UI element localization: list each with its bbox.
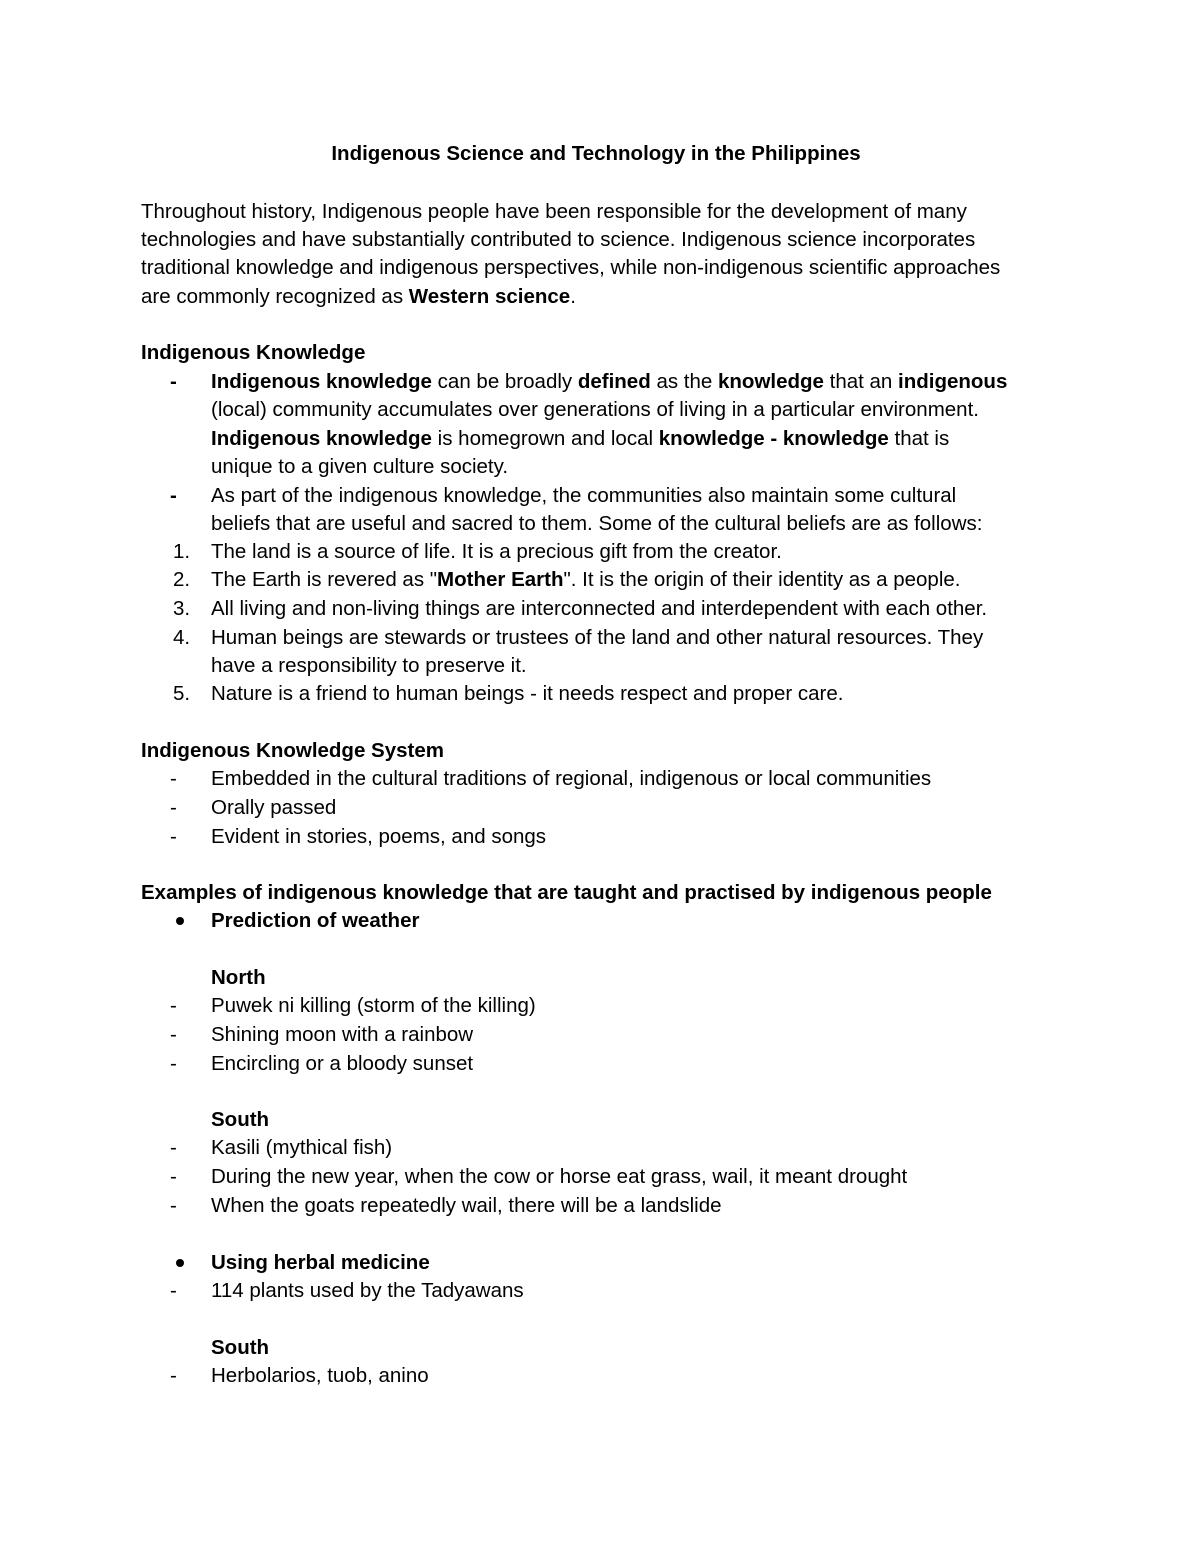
south-item: During the new year, when the cow or horse eat grass, wail, it meant drought — [211, 1165, 908, 1188]
ik-paragraph-2-line-2: beliefs that are useful and sacred to them. Some of the cultural beliefs are as follows: — [211, 512, 983, 535]
belief-item-3: All living and non-living things are interconnected and interdependent with each other. — [211, 597, 988, 620]
north-item: Encircling or a bloody sunset — [211, 1052, 474, 1075]
dash-marker: - — [170, 994, 177, 1017]
list-number: 1. — [173, 540, 191, 563]
north-label: North — [211, 966, 266, 989]
belief-item-4-line-2: have a responsibility to preserve it. — [211, 654, 527, 677]
belief-item-4-line-1: Human beings are stewards or trustees of the land and other natural resources. They — [211, 626, 984, 649]
list-number: 4. — [173, 626, 191, 649]
bullet-marker: - — [170, 484, 177, 507]
section-heading-indigenous-knowledge: Indigenous Knowledge — [141, 341, 366, 364]
north-item: Shining moon with a rainbow — [211, 1023, 474, 1046]
belief-item-2: The Earth is revered as "Mother Earth". It is the origin of their identity as a people. — [211, 568, 961, 591]
north-item: Puwek ni killing (storm of the killing) — [211, 994, 536, 1017]
belief-item-5: Nature is a friend to human beings - it needs respect and proper care. — [211, 682, 844, 705]
ik-paragraph-1-line-3: Indigenous knowledge is homegrown and local knowledge - knowledge that is — [211, 427, 950, 450]
dash-marker: - — [170, 1279, 177, 1302]
ik-paragraph-1-line-4: unique to a given culture society. — [211, 455, 509, 478]
list-number: 5. — [173, 682, 191, 705]
dash-marker: - — [170, 1136, 177, 1159]
dash-marker: - — [170, 796, 177, 819]
dash-marker: - — [170, 825, 177, 848]
dash-marker: - — [170, 1194, 177, 1217]
intro-line-3: traditional knowledge and indigenous perspectives, while non-indigenous scientific approaches — [141, 256, 1001, 279]
herbal-medicine-label: Using herbal medicine — [211, 1251, 430, 1274]
weather-prediction-label: Prediction of weather — [211, 909, 420, 932]
iks-item: Orally passed — [211, 796, 337, 819]
herbal-item: 114 plants used by the Tadyawans — [211, 1279, 524, 1302]
dash-marker: - — [170, 1052, 177, 1075]
south-label: South — [211, 1108, 270, 1131]
western-science-term: Western science — [408, 285, 571, 308]
intro-line-1: Throughout history, Indigenous people have been responsible for the development of many — [141, 200, 967, 223]
dash-marker: - — [170, 1364, 177, 1387]
dash-marker: - — [170, 1165, 177, 1188]
intro-line-4: are commonly recognized as Western science. — [141, 285, 576, 308]
ik-paragraph-1-line-2: (local) community accumulates over generations of living in a particular environment. — [211, 398, 979, 421]
iks-item: Embedded in the cultural traditions of regional, indigenous or local communities — [211, 767, 932, 790]
ik-paragraph-2-line-1: As part of the indigenous knowledge, the communities also maintain some cultural — [211, 484, 957, 507]
document-title: Indigenous Science and Technology in the Philippines — [331, 142, 861, 165]
bullet-marker: - — [170, 370, 177, 393]
list-number: 2. — [173, 568, 191, 591]
section-heading-examples: Examples of indigenous knowledge that are taught and practised by indigenous people — [141, 881, 992, 904]
dash-marker: - — [170, 1023, 177, 1046]
intro-line-2: technologies and have substantially contributed to science. Indigenous science incorporates — [141, 228, 976, 251]
herbal-south-label: South — [211, 1336, 270, 1359]
list-number: 3. — [173, 597, 191, 620]
herbal-south-item: Herbolarios, tuob, anino — [211, 1364, 429, 1387]
south-item: When the goats repeatedly wail, there will be a landslide — [211, 1194, 722, 1217]
bullet-dot-icon — [170, 907, 200, 935]
south-item: Kasili (mythical fish) — [211, 1136, 393, 1159]
ik-paragraph-1-line-1: Indigenous knowledge can be broadly defined as the knowledge that an indigenous — [211, 370, 1008, 393]
belief-item-1: The land is a source of life. It is a precious gift from the creator. — [211, 540, 782, 563]
dash-marker: - — [170, 767, 177, 790]
bullet-dot-icon — [170, 1249, 200, 1277]
section-heading-knowledge-system: Indigenous Knowledge System — [141, 739, 444, 762]
iks-item: Evident in stories, poems, and songs — [211, 825, 547, 848]
